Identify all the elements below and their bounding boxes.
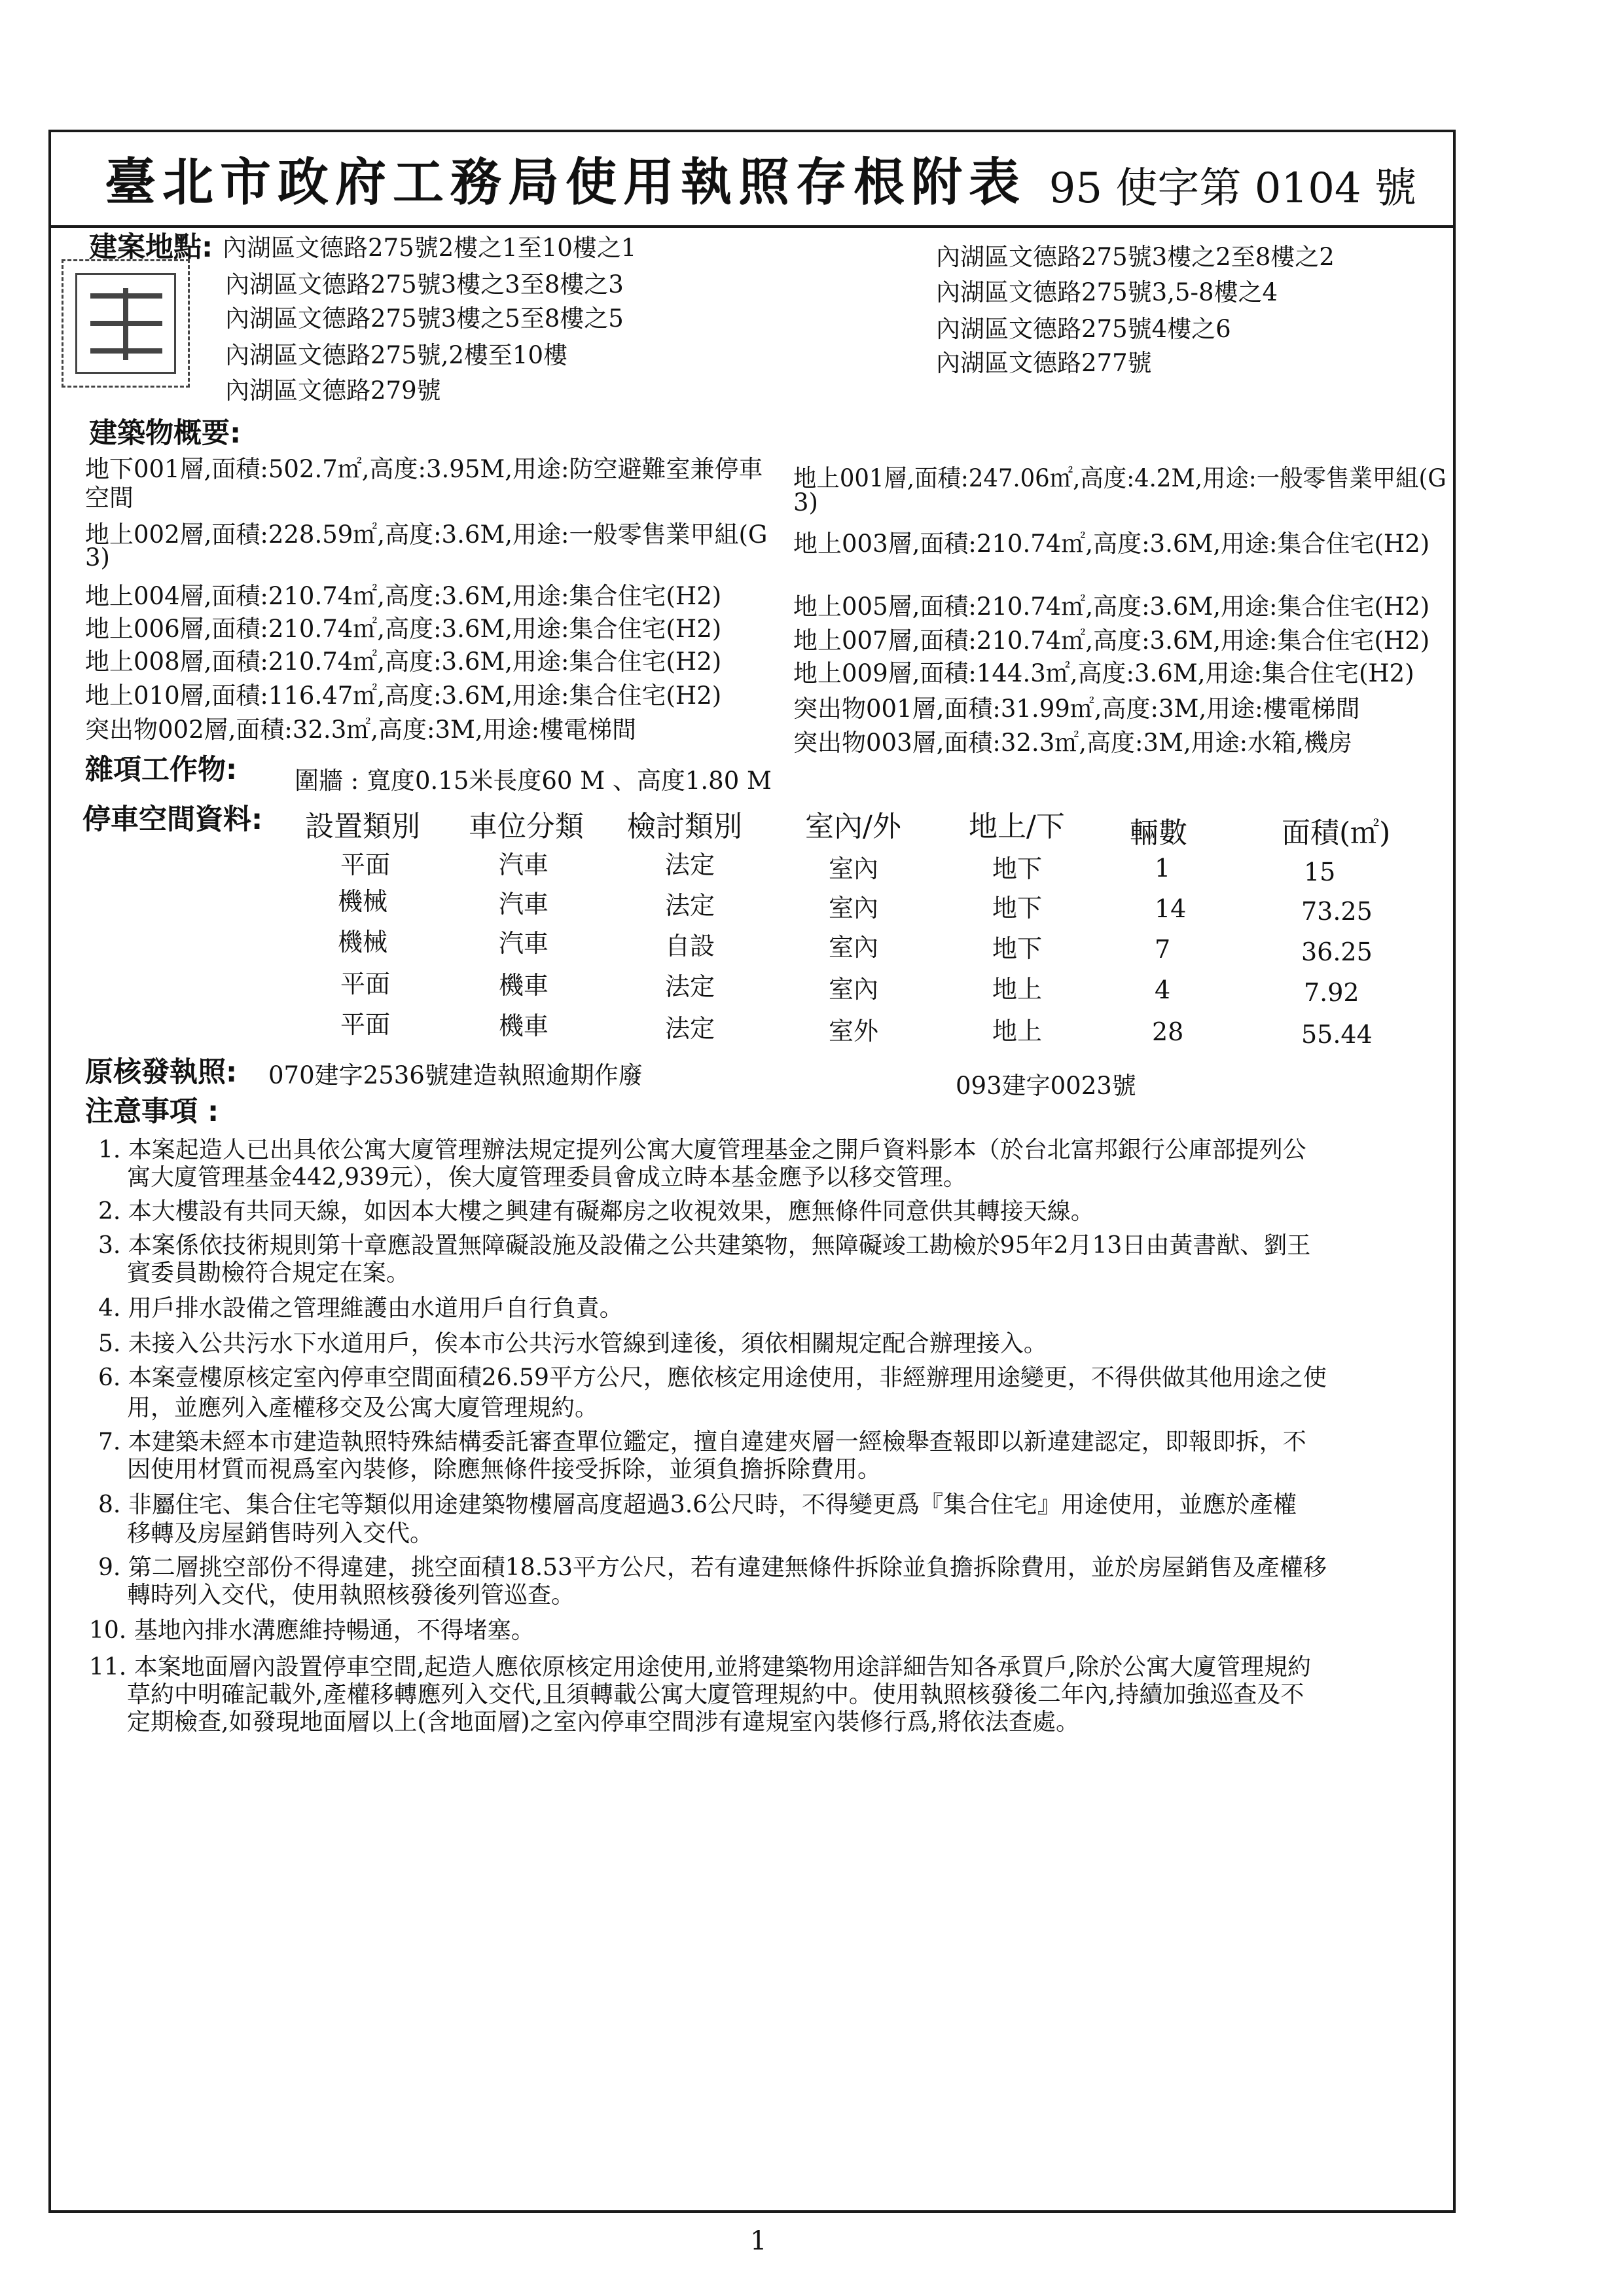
parking-cell: 平面 (340, 970, 391, 998)
parking-header: 面積(㎡) (1282, 816, 1391, 850)
parking-cell: 室外 (829, 1017, 879, 1046)
location-left-4: 內湖區文德路275號,2樓至10樓 (225, 341, 568, 369)
overview-left-line: 地上010層,面積:116.47㎡,高度:3.6M,用途:集合住宅(H2) (85, 682, 722, 710)
note-line: 因使用材質而視爲室內裝修，除應無條件接受拆除，並須負擔拆除費用。 (127, 1456, 882, 1483)
overview-left-line: 空間 (85, 484, 134, 512)
parking-cell: 機車 (499, 971, 549, 1000)
document-title: 臺北市政府工務局使用執照存根附表 (105, 153, 1027, 212)
permit-number: 95 使字第 0104 號 (1049, 164, 1416, 213)
overview-left-line: 突出物002層,面積:32.3㎡,高度:3M,用途:樓電梯間 (85, 716, 637, 744)
note-line: 6. 本案壹樓原核定室內停車空間面積26.59平方公尺，應依核定用途使用，非經辦理用途變更，不得供做其他用途之使 (98, 1364, 1327, 1391)
location-left-3: 內湖區文德路275號3樓之5至8樓之5 (225, 304, 624, 333)
overview-right-line: 3) (793, 488, 818, 517)
parking-cell: 室內 (829, 854, 879, 883)
parking-header: 輛數 (1130, 816, 1187, 850)
overview-right-line: 突出物001層,面積:31.99㎡,高度:3M,用途:樓電梯間 (793, 695, 1360, 723)
parking-cell: 7.92 (1304, 978, 1359, 1007)
location-right-4: 內湖區文德路277號 (936, 349, 1152, 377)
location-left-1: 內湖區文德路275號2樓之1至10樓之1 (223, 234, 637, 262)
overview-right-line: 突出物003層,面積:32.3㎡,高度:3M,用途:水箱,機房 (793, 729, 1352, 757)
location-right-2: 內湖區文德路275號3,5-8樓之4 (936, 278, 1278, 306)
note-line: 賓委員勘檢符合規定在案。 (127, 1260, 410, 1286)
note-line: 5. 未接入公共污水下水道用戶，俟本市公共污水管線到達後，須依相關規定配合辦理接入。 (98, 1330, 1047, 1357)
note-line: 移轉及房屋銷售時列入交代。 (127, 1520, 434, 1547)
parking-cell: 地上 (992, 1017, 1043, 1046)
note-line: 定期檢查,如發現地面層以上(含地面層)之室內停車空間涉有違規室內裝修行爲,將依法查處。 (127, 1709, 1079, 1736)
parking-cell: 平面 (340, 850, 391, 879)
parking-cell: 機械 (338, 928, 388, 957)
parking-cell: 15 (1304, 858, 1336, 886)
parking-label: 停車空間資料: (82, 803, 263, 836)
parking-cell: 55.44 (1301, 1020, 1373, 1049)
note-line: 4. 用戶排水設備之管理維護由水道用戶自行負責。 (98, 1295, 623, 1322)
official-seal-stamp (62, 259, 190, 388)
parking-cell: 平面 (340, 1010, 391, 1039)
note-line: 7. 本建築未經本市建造執照特殊結構委託審查單位鑑定，擅自違建夾層一經檢舉查報即以新違建認定，即報即拆，不 (98, 1429, 1306, 1455)
parking-cell: 地下 (992, 934, 1043, 963)
header-box (48, 130, 1456, 228)
parking-cell: 法定 (665, 891, 715, 920)
original-permit-left: 070建字2536號建造執照逾期作廢 (268, 1061, 643, 1089)
note-line: 2. 本大樓設有共同天線，如因本大樓之興建有礙鄰房之收視效果，應無條件同意供其轉接天線。 (98, 1198, 1094, 1225)
parking-cell: 法定 (665, 1014, 715, 1043)
parking-cell: 地下 (992, 894, 1043, 922)
location-label: 建案地點: (89, 231, 213, 264)
parking-cell: 機械 (338, 887, 388, 916)
parking-cell: 自設 (665, 932, 715, 960)
original-permit-right: 093建字0023號 (956, 1072, 1136, 1100)
overview-left-line: 地上004層,面積:210.74㎡,高度:3.6M,用途:集合住宅(H2) (85, 582, 722, 610)
parking-header: 車位分類 (469, 810, 584, 843)
parking-header: 地上/下 (969, 810, 1065, 843)
overview-right-line: 地上009層,面積:144.3㎡,高度:3.6M,用途:集合住宅(H2) (793, 659, 1414, 687)
note-line: 草約中明確記載外,產權移轉應列入交代,且須轉載公寓大廈管理規約中。使用執照核發後二年內,持續加強巡查及不 (127, 1681, 1304, 1708)
overview-left-line: 3) (85, 543, 110, 572)
note-line: 寓大廈管理基金442,939元），俟大廈管理委員會成立時本基金應予以移交管理。 (127, 1164, 967, 1191)
note-line: 3. 本案係依技術規則第十章應設置無障礙設施及設備之公共建築物，無障礙竣工勘檢於95年2月13日由黃書猷、劉王 (98, 1232, 1311, 1259)
misc-label: 雜項工作物: (85, 754, 238, 786)
note-line: 1. 本案起造人已出具依公寓大廈管理辦法規定提列公寓大廈管理基金之開戶資料影本（於台北富邦銀行公庫部提列公 (98, 1137, 1306, 1163)
parking-cell: 地下 (992, 854, 1043, 883)
parking-header: 設置類別 (305, 810, 420, 843)
parking-cell: 地上 (992, 975, 1043, 1004)
parking-header: 檢討類別 (627, 810, 742, 843)
note-line: 11. 本案地面層內設置停車空間,起造人應依原核定用途使用,並將建築物用途詳細告知各承買戶,除於公寓大廈管理規約 (89, 1654, 1312, 1681)
parking-cell: 4 (1155, 975, 1171, 1004)
location-left-5: 內湖區文德路279號 (225, 376, 441, 405)
overview-right-line: 地上007層,面積:210.74㎡,高度:3.6M,用途:集合住宅(H2) (793, 627, 1430, 655)
overview-left-line: 地上006層,面積:210.74㎡,高度:3.6M,用途:集合住宅(H2) (85, 615, 722, 643)
note-line: 轉時列入交代，使用執照核發後列管巡查。 (127, 1582, 575, 1609)
parking-cell: 73.25 (1301, 897, 1373, 926)
overview-label: 建築物概要: (89, 417, 242, 450)
parking-cell: 室內 (829, 894, 879, 922)
parking-cell: 法定 (665, 850, 715, 879)
note-line: 用，並應列入產權移交及公寓大廈管理規約。 (127, 1394, 599, 1421)
parking-cell: 7 (1155, 935, 1171, 964)
parking-cell: 1 (1155, 854, 1171, 883)
location-right-3: 內湖區文德路275號4樓之6 (936, 315, 1231, 343)
page-number: 1 (750, 2226, 767, 2256)
overview-right-line: 地上005層,面積:210.74㎡,高度:3.6M,用途:集合住宅(H2) (793, 592, 1430, 621)
parking-cell: 汽車 (499, 850, 549, 879)
parking-header: 室內/外 (805, 810, 901, 843)
overview-right-line: 地上001層,面積:247.06㎡,高度:4.2M,用途:一般零售業甲組(G (793, 464, 1447, 492)
overview-right-line: 地上003層,面積:210.74㎡,高度:3.6M,用途:集合住宅(H2) (793, 530, 1430, 558)
parking-cell: 機車 (499, 1011, 549, 1040)
overview-left-line: 地下001層,面積:502.7㎡,高度:3.95M,用途:防空避難室兼停車 (85, 455, 763, 483)
parking-cell: 汽車 (499, 929, 549, 958)
note-line: 9. 第二層挑空部份不得違建，挑空面積18.53平方公尺，若有違建無條件拆除並負擔拆除費用，並於房屋銷售及產權移 (98, 1554, 1327, 1581)
parking-cell: 36.25 (1301, 938, 1373, 966)
note-line: 8. 非屬住宅、集合住宅等類似用途建築物樓層高度超過3.6公尺時，不得變更爲『集合住宅』用途使用，並應於產權 (98, 1491, 1297, 1518)
parking-cell: 14 (1155, 894, 1187, 923)
parking-cell: 室內 (829, 933, 879, 962)
parking-cell: 28 (1152, 1017, 1184, 1046)
parking-cell: 室內 (829, 975, 879, 1004)
overview-left-line: 地上008層,面積:210.74㎡,高度:3.6M,用途:集合住宅(H2) (85, 647, 722, 676)
overview-left-line: 地上002層,面積:228.59㎡,高度:3.6M,用途:一般零售業甲組(G (85, 520, 768, 549)
parking-cell: 汽車 (499, 890, 549, 919)
misc-value: 圍牆 : 寬度0.15米長度60 M 、高度1.80 M (295, 767, 772, 795)
location-right-1: 內湖區文德路275號3樓之2至8樓之2 (936, 243, 1335, 271)
note-line: 10. 基地內排水溝應維持暢通，不得堵塞。 (89, 1617, 535, 1644)
parking-cell: 法定 (665, 972, 715, 1001)
notes-label: 注意事項 : (85, 1095, 219, 1128)
location-left-2: 內湖區文德路275號3樓之3至8樓之3 (225, 270, 624, 299)
original-permit-label: 原核發執照: (85, 1056, 238, 1089)
